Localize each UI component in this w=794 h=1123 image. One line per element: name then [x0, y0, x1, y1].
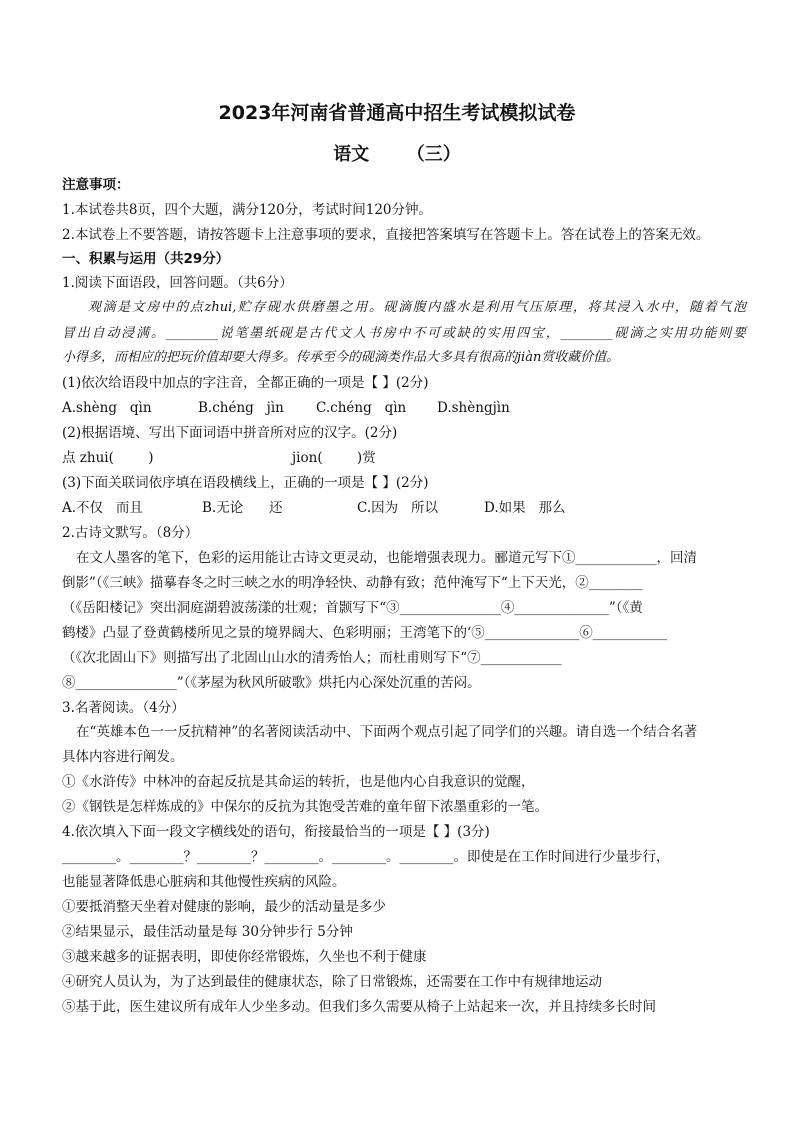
sub-question: (3)下面关联词依序填在语段横线上，正确的一项是【 】(2分): [62, 475, 429, 491]
options-row: [62, 399, 746, 417]
fill-blank: 点 zhui( ): [62, 450, 154, 466]
question-stem: 3.名著阅读。（4分）: [62, 700, 185, 716]
section-heading: 一、积累与运用（共29分）: [62, 251, 230, 267]
poem-line: ⑧_______________”（《茅屋为秋风所破歌》烘托内心深处沉重的苦闷。: [62, 675, 481, 691]
passage-line: 冒出自动浸满。________说笔墨纸砚是古代文人书房中不可或缺的实用四宝，________砚滴之实用功能则要: [62, 326, 746, 341]
sentence-option: ②结果显示，最佳活动量是每 30分钟步行 5分钟: [62, 924, 353, 940]
exam-title: 2023年河南省普通高中招生考试模拟试卷: [218, 102, 576, 124]
notice-item: 1.本试卷共8页，四个大题，满分120分，考试时间120分钟。: [62, 202, 433, 218]
reading-line: ①《水浒传》中林冲的奋起反抗是其命运的转折，也是他内心自我意识的觉醒，: [62, 774, 535, 790]
sentence-option: ④研究人员认为，为了达到最佳的健康状态，除了日常锻炼，还需要在工作中有规律地运动: [62, 974, 602, 990]
fill-blank: jion( )赏: [292, 450, 376, 466]
option-a: A.不仅 而且: [62, 500, 143, 516]
fill-row: [62, 449, 746, 467]
question-stem: 4.依次填入下面一段文字横线处的语句，衔接最恰当的一项是【 】(3分): [62, 824, 490, 840]
reading-line: 在“英雄本色一一反抗精神”的名著阅读活动中、下面两个观点引起了同学们的兴趣。请自选一个结合名著: [76, 724, 698, 740]
poem-line: （《岳阳楼记》突出洞庭湖碧波荡漾的壮观；首颢写下“③_______________④______________”（《黄: [62, 600, 643, 616]
sub-question: (2)根据语境、写出下面词语中拼音所对应的汉字。(2分): [62, 425, 398, 441]
options-row: [62, 499, 746, 517]
reading-line: 具体内容进行阐发。: [62, 749, 184, 765]
poem-line: 鹤楼》凸显了登黄鹤楼所见之景的境界阔大、色彩明丽；王湾笔下的‘⑤______________⑥___________: [62, 625, 668, 641]
sentence-option: ①要抵消整天坐着对健康的影响，最少的活动量是多少: [62, 899, 386, 915]
option-d: D.如果 那么: [484, 500, 566, 516]
option-b: B.无论 还: [202, 500, 283, 516]
option-d: D.shèngjìn: [437, 400, 510, 416]
exam-subtitle: 语文 （三）: [333, 144, 461, 165]
poem-line: 倒影”（《三峡》描摹春冬之时三峡之水的明净轻快、动静有致；范仲淹写下“上下天光，②________: [62, 575, 643, 591]
passage-line: 小得多，而相应的把玩价值却要大得多。传承至今的砚滴类作品大多具有很高的jiàn赏收藏价值。: [62, 350, 620, 365]
sentence-option: ③越来越多的证据表明，即使你经常锻炼，久坐也不利于健康: [62, 949, 427, 965]
passage-line: 观滴是文房中的点zhui,贮存砚水供磨墨之用。砚滴腹内盛水是利用气压原理，将其浸入水中，随着气泡: [88, 300, 746, 315]
notice-item: 2.本试卷上不要答题，请按答题卡上注意事项的要求，直接把答案填写在答题卡上。答在试卷上的答案无效。: [62, 227, 710, 243]
notice-heading: 注意事项：: [62, 177, 130, 193]
reading-line: ②《钢铁是怎样炼成的》中保尔的反抗为其饱受苦难的童年留下浓墨重彩的一笔。: [62, 799, 548, 815]
option-c: C.chéng qìn: [316, 400, 407, 416]
sentence-line: ________。________？________？________。________。________。即使是在工作时间进行少量步行，: [62, 849, 670, 865]
sentence-line: 也能显著降低患心脏病和其他慢性疾病的风险。: [62, 874, 346, 890]
poem-line: （《次北固山下》则描写出了北固山山水的清秀怡人；而杜甫则写下“⑦____________: [62, 650, 562, 666]
option-a: A.shèng qìn: [62, 400, 152, 416]
sub-question: (1)依次给语段中加点的字注音，全都正确的一项是【 】(2分): [62, 375, 429, 391]
option-c: C.因为 所以: [357, 500, 439, 516]
question-stem: 1.阅读下面语段，回答问题。（共6分）: [62, 275, 293, 291]
question-stem: 2.古诗文默写。（8分）: [62, 525, 199, 541]
sentence-option: ⑤基于此，医生建议所有成年人少坐多动。但我们多久需要从椅子上站起来一次，并且持续多长时间: [62, 999, 656, 1015]
poem-line: 在文人墨客的笔下，色彩的运用能让古诗文更灵动，也能增强表现力。郦道元写下①____________，回清: [76, 550, 697, 566]
option-b: B.chéng jìn: [198, 400, 284, 416]
